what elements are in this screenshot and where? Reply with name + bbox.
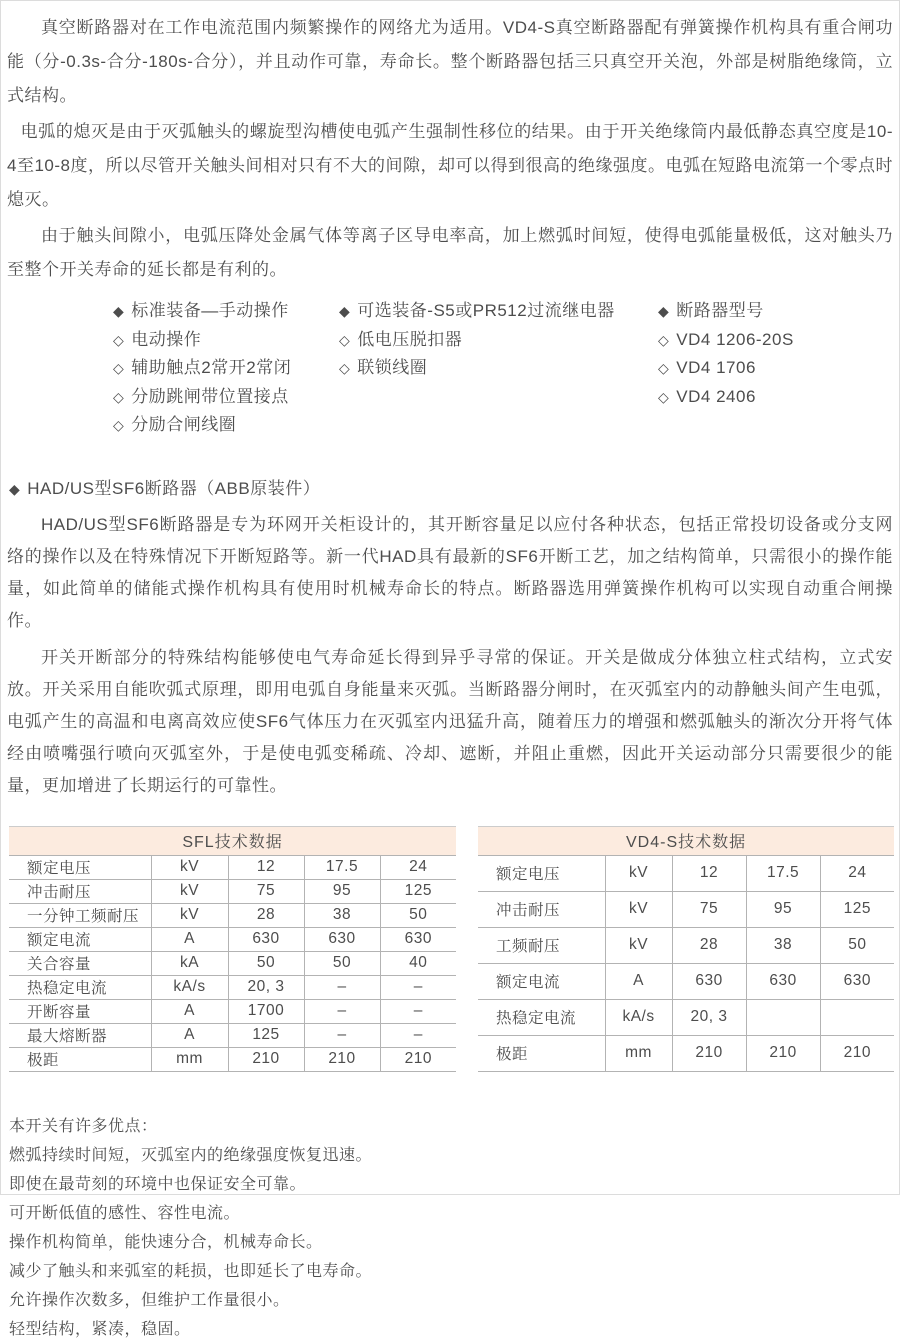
table-cell: 125: [380, 879, 456, 903]
list-item: [339, 297, 658, 326]
table-row: [9, 879, 456, 903]
list-item: [658, 383, 898, 412]
table-cell: 50: [380, 903, 456, 927]
intro-paragraph-3: 由于触头间隙小，电弧压降处金属气体等离子区导电率高，加上燃弧时间短，使得电弧能量极低，这对触头乃至整个开关寿命的延长都是有利的。: [7, 226, 893, 279]
table-row: [9, 927, 456, 951]
table-cell: kV: [151, 879, 228, 903]
table-cell: 50: [228, 951, 304, 975]
row-label: 冲击耐压: [9, 879, 151, 903]
diamond-filled-icon: ◆: [339, 303, 351, 319]
row-label: 热稳定电流: [9, 975, 151, 999]
sfl-table: [9, 826, 456, 1072]
table-cell: 38: [746, 927, 820, 963]
equipment-lists: [1, 297, 899, 440]
table-cell: 28: [228, 903, 304, 927]
table-cell: –: [304, 999, 380, 1023]
table-cell: 630: [304, 927, 380, 951]
table-cell: 210: [380, 1047, 456, 1071]
row-label: 关合容量: [9, 951, 151, 975]
list-item: [339, 326, 658, 355]
row-label: 额定电流: [478, 963, 605, 999]
table-cell: 40: [380, 951, 456, 975]
list-item-label: 可选装备-S5或PR512过流继电器: [357, 301, 615, 320]
table-cell: 24: [380, 855, 456, 879]
row-label: 额定电压: [478, 855, 605, 891]
table-cell: 20, 3: [672, 999, 746, 1035]
advantages-heading: 本开关有许多优点：: [9, 1117, 158, 1135]
had-paragraph-2: 开关开断部分的特殊结构能够使电气寿命延长得到异乎寻常的保证。开关是做成分体独立柱式结构，立式安放。开关采用自能吹弧式原理，即用电弧自身能量来灭弧。当断路器分闸时，在灭弧室内的动静触头间产生电弧，电弧产生的高温和电离高效应使SF6气体压力在灭弧室内迅猛升高，随着压力的增强和燃弧触头的渐次分开将气体经由喷嘴强行喷向灭弧室外，于是使电弧变稀疏、冷却、遮断，并阻止重燃，因此开关运动部分只需要很少的能量，更加增进了长期运行的可靠性。: [7, 647, 893, 795]
list-item: [339, 354, 658, 383]
list-item-label: VD4 1206-20S: [676, 329, 794, 349]
table-cell: 12: [228, 855, 304, 879]
table-cell: –: [304, 975, 380, 999]
list-item-label: 电动操作: [131, 329, 202, 349]
table-row: [9, 951, 456, 975]
table-cell: mm: [151, 1047, 228, 1071]
row-label: 热稳定电流: [478, 999, 605, 1035]
table-cell: 95: [746, 891, 820, 927]
advantages-section: [1, 1112, 899, 1344]
table-cell: mm: [605, 1035, 672, 1071]
table-cell: A: [605, 963, 672, 999]
intro-paragraph-2: 电弧的熄灭是由于灭弧触头的螺旋型沟槽使电弧产生强制性移位的结果。由于开关绝缘筒内最低静态真空度是10-4至10-8度，所以尽管开关触头间相对只有不大的间隙，却可以得到很高的绝缘强度。电弧在短路电流第一个零点时熄灭。: [7, 122, 893, 209]
row-label: 额定电压: [9, 855, 151, 879]
table-cell: 125: [820, 891, 894, 927]
table-row: [9, 855, 456, 879]
row-label: 一分钟工频耐压: [9, 903, 151, 927]
list-item-label: 联锁线圈: [357, 358, 428, 377]
table-row: [478, 855, 894, 891]
diamond-hollow-icon: ◇: [113, 388, 125, 405]
table-row: [478, 1035, 894, 1071]
table-cell: 20, 3: [228, 975, 304, 999]
table-row: [478, 891, 894, 927]
table-cell: kV: [605, 927, 672, 963]
list-item-label: 辅助触点2常开2常闭: [131, 358, 292, 377]
equipment-column-optional: [339, 297, 658, 440]
diamond-hollow-icon: ◇: [658, 388, 670, 405]
row-label: 冲击耐压: [478, 891, 605, 927]
table-cell: [820, 999, 894, 1035]
table-cell: A: [151, 999, 228, 1023]
list-item: [658, 354, 898, 383]
table-cell: 95: [304, 879, 380, 903]
table-row: [9, 903, 456, 927]
table-cell: 630: [380, 927, 456, 951]
table-cell: 17.5: [304, 855, 380, 879]
table-cell: 50: [820, 927, 894, 963]
list-item-label: 标准装备—手动操作: [131, 301, 289, 320]
table-cell: –: [304, 1023, 380, 1047]
table-row: [478, 927, 894, 963]
list-item-label: VD4 2406: [676, 386, 756, 406]
table-cell: 75: [672, 891, 746, 927]
row-label: 极距: [478, 1035, 605, 1071]
table-row: [9, 1023, 456, 1047]
diamond-filled-icon: ◆: [9, 480, 21, 497]
row-label: 额定电流: [9, 927, 151, 951]
table-cell: kV: [151, 855, 228, 879]
table-cell: 28: [672, 927, 746, 963]
list-item: [113, 354, 339, 383]
advantage-line: 减少了触头和来弧室的耗损，也即延长了电寿命。: [9, 1262, 373, 1280]
list-item-label: 分励合闸线圈: [131, 415, 237, 434]
list-item-label: 分励跳闸带位置接点: [131, 386, 289, 406]
advantage-line: 允许操作次数多，但维护工作量很小。: [9, 1291, 290, 1309]
diamond-hollow-icon: ◇: [113, 331, 125, 348]
table-row: [9, 999, 456, 1023]
table-cell: 630: [746, 963, 820, 999]
advantage-line: 操作机构简单，能快速分合，机械寿命长。: [9, 1233, 323, 1251]
diamond-hollow-icon: ◇: [658, 331, 670, 348]
table-cell: 50: [304, 951, 380, 975]
list-item: [658, 326, 898, 355]
diamond-hollow-icon: ◇: [339, 331, 351, 348]
list-item: [113, 383, 339, 412]
table-cell: 17.5: [746, 855, 820, 891]
vd4s-table-title: VD4-S技术数据: [478, 826, 894, 855]
advantage-line: 即使在最苛刻的环境中也保证安全可靠。: [9, 1175, 307, 1193]
section-heading-label: HAD/US型SF6断路器（ABB原装件）: [27, 478, 321, 498]
table-cell: kV: [151, 903, 228, 927]
table-cell: 1700: [228, 999, 304, 1023]
table-cell: 630: [228, 927, 304, 951]
list-item: [113, 411, 339, 440]
intro-paragraph-1: 真空断路器对在工作电流范围内频繁操作的网络尤为适用。VD4-S真空断路器配有弹簧操作机构具有重合闸功能（分-0.3s-合分-180s-合分），并且动作可靠，寿命长。整个断路器包括三只真空开关泡，外部是树脂绝缘筒，立式结构。: [7, 18, 893, 105]
vd4s-table: [478, 826, 894, 1072]
table-cell: 210: [820, 1035, 894, 1071]
advantage-line: 可开断低值的感性、容性电流。: [9, 1204, 241, 1222]
table-cell: –: [380, 1023, 456, 1047]
table-cell: 210: [228, 1047, 304, 1071]
equipment-column-standard: [113, 297, 339, 440]
table-cell: kA: [151, 951, 228, 975]
list-item: [113, 326, 339, 355]
list-item-label: 低电压脱扣器: [357, 329, 463, 349]
table-cell: –: [380, 975, 456, 999]
row-label: 最大熔断器: [9, 1023, 151, 1047]
section-heading-had: [1, 474, 899, 499]
table-cell: kV: [605, 891, 672, 927]
table-cell: 210: [672, 1035, 746, 1071]
diamond-filled-icon: ◆: [658, 303, 670, 319]
list-item: [113, 297, 339, 326]
table-row: [9, 975, 456, 999]
advantage-line: 燃弧持续时间短，灭弧室内的绝缘强度恢复迅速。: [9, 1146, 373, 1164]
diamond-hollow-icon: ◇: [113, 360, 125, 376]
diamond-hollow-icon: ◇: [658, 360, 670, 376]
table-row: [478, 963, 894, 999]
table-cell: kA/s: [605, 999, 672, 1035]
diamond-hollow-icon: ◇: [113, 417, 125, 433]
table-cell: 210: [304, 1047, 380, 1071]
table-cell: 125: [228, 1023, 304, 1047]
table-cell: [746, 999, 820, 1035]
sfl-table-title: SFL技术数据: [9, 826, 456, 855]
list-item-label: 断路器型号: [676, 301, 764, 320]
had-paragraph-1: HAD/US型SF6断路器是专为环网开关柜设计的，其开断容量足以应付各种状态，包括正常投切设备或分支网络的操作以及在特殊情况下开断短路等。新一代HAD具有最新的SF6开断工艺，加之结构简单，只需很小的操作能量，如此简单的储能式操作机构具有使用时机械寿命长的特点。断路器选用弹簧操作机构可以实现自动重合闸操作。: [7, 514, 893, 630]
table-cell: 38: [304, 903, 380, 927]
table-cell: 12: [672, 855, 746, 891]
table-row: [9, 1047, 456, 1071]
diamond-filled-icon: ◆: [113, 303, 125, 319]
row-label: 工频耐压: [478, 927, 605, 963]
table-cell: 75: [228, 879, 304, 903]
technical-tables: [1, 826, 899, 1072]
equipment-column-models: [658, 297, 898, 440]
table-cell: kV: [605, 855, 672, 891]
table-cell: 630: [820, 963, 894, 999]
row-label: 开断容量: [9, 999, 151, 1023]
table-cell: 630: [672, 963, 746, 999]
list-item: [658, 297, 898, 326]
table-cell: 24: [820, 855, 894, 891]
advantage-line: 轻型结构，紧凑，稳固。: [9, 1320, 191, 1338]
table-cell: –: [380, 999, 456, 1023]
table-cell: 210: [746, 1035, 820, 1071]
table-row: [478, 999, 894, 1035]
table-cell: A: [151, 1023, 228, 1047]
table-cell: kA/s: [151, 975, 228, 999]
diamond-hollow-icon: ◇: [339, 360, 351, 376]
row-label: 极距: [9, 1047, 151, 1071]
list-item-label: VD4 1706: [676, 358, 756, 377]
table-cell: A: [151, 927, 228, 951]
